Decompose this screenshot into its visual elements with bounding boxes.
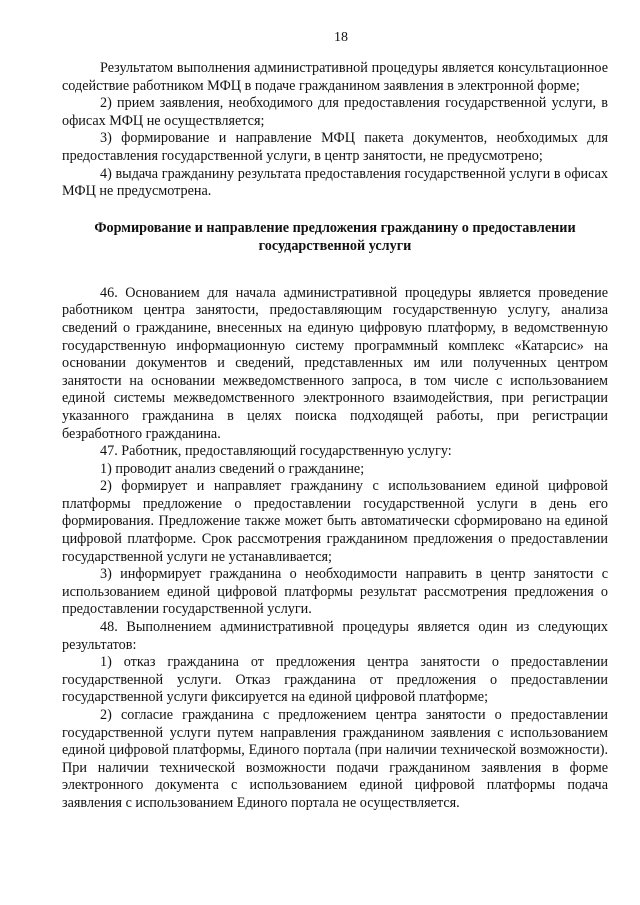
intro-paragraph-2: 2) прием заявления, необходимого для предоставления государственной услуги, в офисах МФЦ не осуществляется; bbox=[62, 95, 608, 129]
paragraph-48: 48. Выполнением административной процедуры является один из следующих результатов: bbox=[62, 619, 608, 653]
paragraph-47-item-3: 3) информирует гражданина о необходимости направить в центр занятости с использованием единой цифровой платформы результат рассмотрения предложения о предоставлении государственной услуги. bbox=[62, 566, 608, 618]
intro-paragraph-4: 4) выдача гражданину результата предоставления государственной услуги в офисах МФЦ не предусмотрена. bbox=[62, 165, 608, 200]
intro-section bbox=[62, 60, 608, 201]
page-number: 18 bbox=[334, 30, 348, 45]
paragraph-48-item-2: 2) согласие гражданина с предложением центра занятости о предоставлении государственной услуги путем направления гражданином заявления с использованием единой цифровой платформы, Единого портала (при наличии технической возможности). При наличии технической возможности подачи гражданином заявления в форме электронного документа с использованием единой цифровой платформы подача заявления с использованием Единого портала не осуществляется. bbox=[62, 707, 608, 811]
body-section bbox=[62, 285, 608, 813]
section-heading: Формирование и направление предложения гражданину о предоставлении государственной услуги bbox=[94, 219, 576, 254]
paragraph-47-item-2: 2) формирует и направляет гражданину с использованием единой цифровой платформы предложение о предоставлении государственной услуги в день его формирования. Предложение также может быть автоматически сформировано на единой цифровой платформе. Срок рассмотрения гражданином предложения о предоставлении государственной услуги не устанавливается; bbox=[62, 478, 608, 565]
intro-paragraph-result: Результатом выполнения административной процедуры является консультационное содействие работником МФЦ в подаче гражданином заявления в электронной форме; bbox=[62, 60, 608, 94]
paragraph-47-item-1: 1) проводит анализ сведений о гражданине; bbox=[100, 460, 365, 477]
intro-paragraph-3: 3) формирование и направление МФЦ пакета документов, необходимых для предоставления государственной услуги, в центр занятости, не предусмотрено; bbox=[62, 130, 608, 164]
paragraph-46: 46. Основанием для начала административной процедуры является проведение работником центра занятости, предоставляющим государственную услугу, анализа сведений о гражданине, внесенных на единую цифровую платформу, в ведомственную государственную информационную систему программный комплекс «Катарсис» на основании документов и сведений, представленных им или полученных центром занятости на основании межведомственного запроса, в том числе с использованием единой системы межведомственного электронного взаимодействия, при регистрации указанного гражданина в целях поиска подходящей работы, при регистрации безработного гражданина. bbox=[62, 284, 608, 442]
paragraph-48-item-1: 1) отказ гражданина от предложения центра занятости о предоставлении государственной услуги. Отказ гражданина от предложения о предоставлении государственной услуги фиксируется на единой цифровой платформе; bbox=[62, 654, 608, 706]
paragraph-47: 47. Работник, предоставляющий государственную услугу: bbox=[100, 443, 452, 460]
